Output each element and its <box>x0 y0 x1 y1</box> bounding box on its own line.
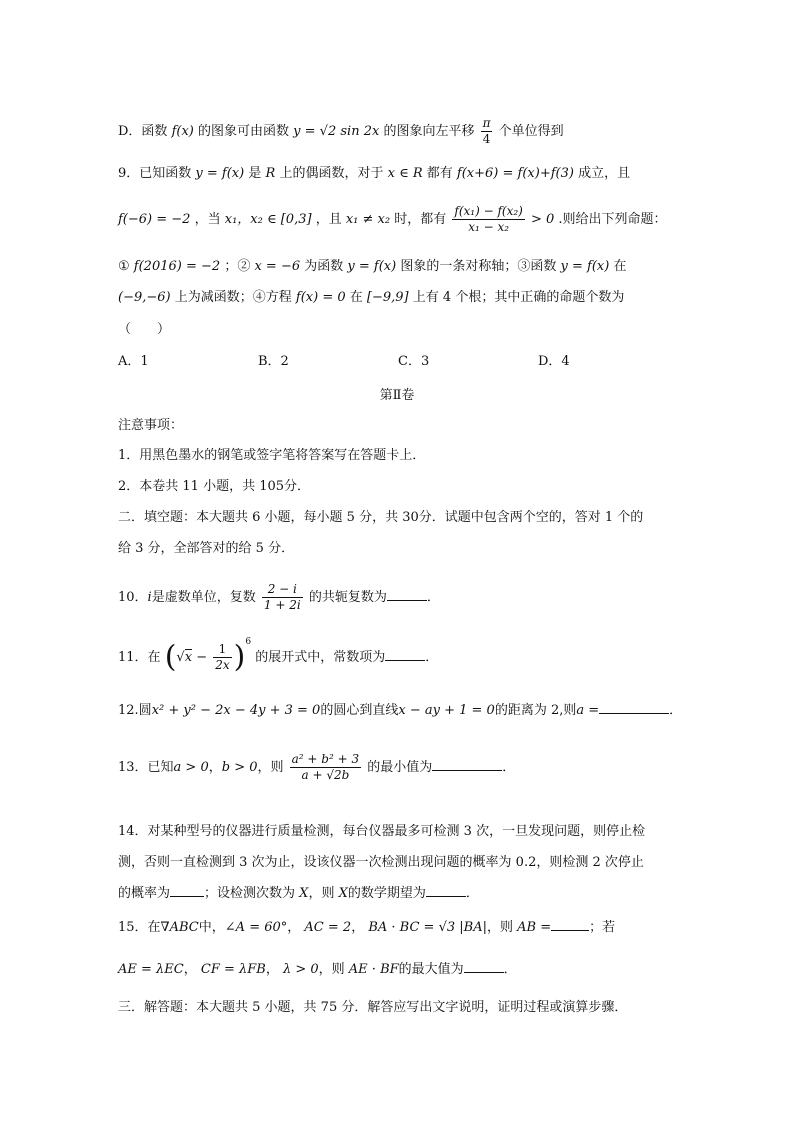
text: 在 <box>349 290 363 305</box>
q8-option-d <box>118 116 564 147</box>
math: x − ay + 1 = 0 <box>398 703 495 718</box>
text: 11．在 <box>118 650 161 665</box>
answer-blank <box>385 648 425 661</box>
fill-section-line1: 二．填空题：本大题共 6 小题，每小题 5 分，共 30分．试题中包含两个空的，答对 1 个的 <box>118 510 644 525</box>
math-vector-expr: AE = λEC <box>118 962 184 977</box>
text: 的距离为 <box>494 703 547 718</box>
text: 12.圆 <box>118 703 152 718</box>
math: i <box>147 590 152 605</box>
q9-line4 <box>118 288 624 308</box>
math: f(2016) = −2 <box>133 259 221 274</box>
section2-title: 第Ⅱ卷 <box>379 388 415 403</box>
math: f(x) <box>171 124 194 139</box>
text: 的圆心到直线 <box>320 703 399 718</box>
numerator: a² + b² + 3 <box>291 752 360 766</box>
text: ． <box>425 650 439 665</box>
q15-line1 <box>118 918 615 938</box>
text: ． <box>503 962 517 977</box>
text: 成立，且 <box>578 166 631 181</box>
math: y = f(x) <box>560 259 610 274</box>
text: D．函数 <box>118 124 168 139</box>
numerator: 2 − i <box>262 582 303 598</box>
notice-item-2: 2．本卷共 11 小题，共 105分． <box>118 479 311 494</box>
text: 13．已知 <box>118 760 174 775</box>
text: ， <box>183 962 197 977</box>
answer-blank <box>170 884 204 897</box>
fraction <box>262 582 303 613</box>
denominator: 1 + 2i <box>263 598 301 612</box>
q9-line2 <box>118 204 667 235</box>
answer-blank <box>551 918 589 931</box>
option-c: C．3 <box>398 354 430 369</box>
text: 图象的一条对称轴；③函数 <box>400 259 557 274</box>
math: x ∈ R <box>387 166 423 181</box>
denominator: x₁ − x₂ <box>468 220 510 234</box>
q14-line3 <box>118 884 479 904</box>
paren: ) <box>233 639 246 675</box>
math: a = <box>576 703 600 718</box>
answer-blank <box>599 701 669 714</box>
text: ① <box>118 259 130 274</box>
math: x² + y² − 2x − 4y + 3 = 0 <box>151 703 321 718</box>
text: ，则 <box>308 886 335 901</box>
answer-blank <box>387 588 427 601</box>
text: 时，都有 <box>394 212 447 227</box>
text: 15．在 <box>118 920 161 935</box>
notice-item-1: 1．用黑色墨水的钢笔或签字笔将答案写在答题卡上． <box>118 448 426 463</box>
text: 的最小值为 <box>367 760 433 775</box>
text: ，则 <box>486 920 513 935</box>
fill-section-line2: 给 3 分，全部答对的给 5 分． <box>118 541 295 556</box>
math: b > 0 <box>221 760 258 775</box>
math: y = f(x) <box>347 259 397 274</box>
denominator: a + √2b <box>301 768 350 782</box>
text: 的图象可由函数 <box>198 124 290 139</box>
text: ． <box>465 886 479 901</box>
text: 都有 <box>426 166 453 181</box>
math: a > 0 <box>173 760 209 775</box>
text: ；② <box>224 259 251 274</box>
numerator: π <box>482 116 491 130</box>
text: 的最大值为 <box>398 962 464 977</box>
text: 上为减函数；④方程 <box>174 290 292 305</box>
text: ． <box>669 703 683 718</box>
math-vector-expr: BA · BC = √3 |BA| <box>368 920 487 935</box>
text: 中， <box>198 920 225 935</box>
text: ， <box>208 760 222 775</box>
text: 的图象向左平移 <box>383 124 475 139</box>
text: 10． <box>118 590 148 605</box>
text: 9．已知函数 <box>118 166 192 181</box>
text: 为函数 <box>304 259 344 274</box>
section3-title: 三．解答题：本大题共 5 小题，共 75 分．解答应写出文字说明，证明过程或演算步骤． <box>118 1000 628 1015</box>
math: ∇ABC <box>160 920 199 935</box>
text: − <box>196 650 208 665</box>
numerator: f(x₁) − f(x₂) <box>454 204 523 218</box>
q10 <box>118 582 440 613</box>
text: 的概率为 <box>118 886 171 901</box>
text: ， <box>265 962 279 977</box>
option-a: A．1 <box>118 354 149 369</box>
math: f(x+6) = f(x)+f(3) <box>456 166 574 181</box>
math: R <box>265 166 276 181</box>
text: （ ） <box>118 322 171 337</box>
text: 2 <box>550 703 560 718</box>
text: ， <box>287 920 301 935</box>
math: X <box>338 886 348 901</box>
math: y = √2 sin 2x <box>293 124 380 139</box>
fraction <box>452 204 524 235</box>
math: λ > 0 <box>282 962 319 977</box>
option-d: D．4 <box>538 354 570 369</box>
text: ，则 <box>257 760 284 775</box>
fraction <box>290 752 361 783</box>
q9-options <box>118 352 678 372</box>
q14-line2: 测，否则一直检测到 3 次为止，设该仪器一次检测出现问题的概率为 0.2，则检测 2 次停止 <box>118 855 644 870</box>
denominator: 4 <box>482 132 491 146</box>
text: 的数学期望为 <box>347 886 426 901</box>
text: .则给出下列命题： <box>558 212 667 227</box>
text: 是 <box>248 166 262 181</box>
answer-blank <box>464 960 504 973</box>
option-b: B．2 <box>258 354 289 369</box>
sqrt: √x <box>176 650 193 665</box>
q9-line1 <box>118 164 630 184</box>
text: 上的偶函数，对于 <box>279 166 384 181</box>
math: AC = 2 <box>304 920 352 935</box>
math: x = −6 <box>254 259 301 274</box>
text: ；若 <box>589 920 616 935</box>
exponent: 6 <box>245 636 252 647</box>
text: ，当 <box>194 212 221 227</box>
math: > 0 <box>530 212 555 227</box>
math: [−9,9] <box>366 290 409 305</box>
fraction <box>481 116 493 147</box>
text: ， <box>351 920 365 935</box>
text: ． <box>502 760 516 775</box>
math: AB = <box>517 920 552 935</box>
math: x₁，x₂ ∈ [0,3] <box>224 212 312 227</box>
text: ，则 <box>318 962 345 977</box>
math: ∠A = 60° <box>224 920 288 935</box>
q14-line1: 14．对某种型号的仪器进行质量检测，每台仪器最多可检测 3 次，一旦发现问题，则停止检 <box>118 824 646 839</box>
answer-blank <box>426 884 466 897</box>
text: ，且 <box>315 212 342 227</box>
text: ． <box>426 590 440 605</box>
math-vector-expr: AE · BF <box>348 962 399 977</box>
paren: ( <box>164 639 177 675</box>
text: 的展开式中，常数项为 <box>255 650 386 665</box>
q13 <box>118 752 515 783</box>
text: 的共轭复数为 <box>308 590 387 605</box>
math: f(−6) = −2 <box>118 212 191 227</box>
radicand: x <box>184 650 193 665</box>
text: 是虚数单位，复数 <box>151 590 256 605</box>
math: (−9,−6) <box>118 290 171 305</box>
math: f(x) = 0 <box>295 290 346 305</box>
math: y = f(x) <box>195 166 245 181</box>
q12 <box>118 701 682 721</box>
text: ,则 <box>559 703 577 718</box>
q9-answer-paren <box>118 320 170 340</box>
q11 <box>118 636 439 675</box>
q15-line2 <box>118 960 517 980</box>
math-vector-expr: CF = λFB <box>200 962 266 977</box>
text: ；设检测次数为 <box>204 886 296 901</box>
math: X <box>299 886 309 901</box>
text: 在 <box>613 259 627 274</box>
fraction <box>213 642 231 673</box>
numerator: 1 <box>213 642 231 658</box>
text: 上有 4 个根；其中正确的命题个数为 <box>412 290 625 305</box>
answer-blank <box>432 758 502 771</box>
notice-heading: 注意事项： <box>118 418 184 433</box>
denominator: 2x <box>215 658 230 672</box>
math: x₁ ≠ x₂ <box>345 212 391 227</box>
text: 个单位得到 <box>498 124 564 139</box>
q9-line3 <box>118 257 626 277</box>
